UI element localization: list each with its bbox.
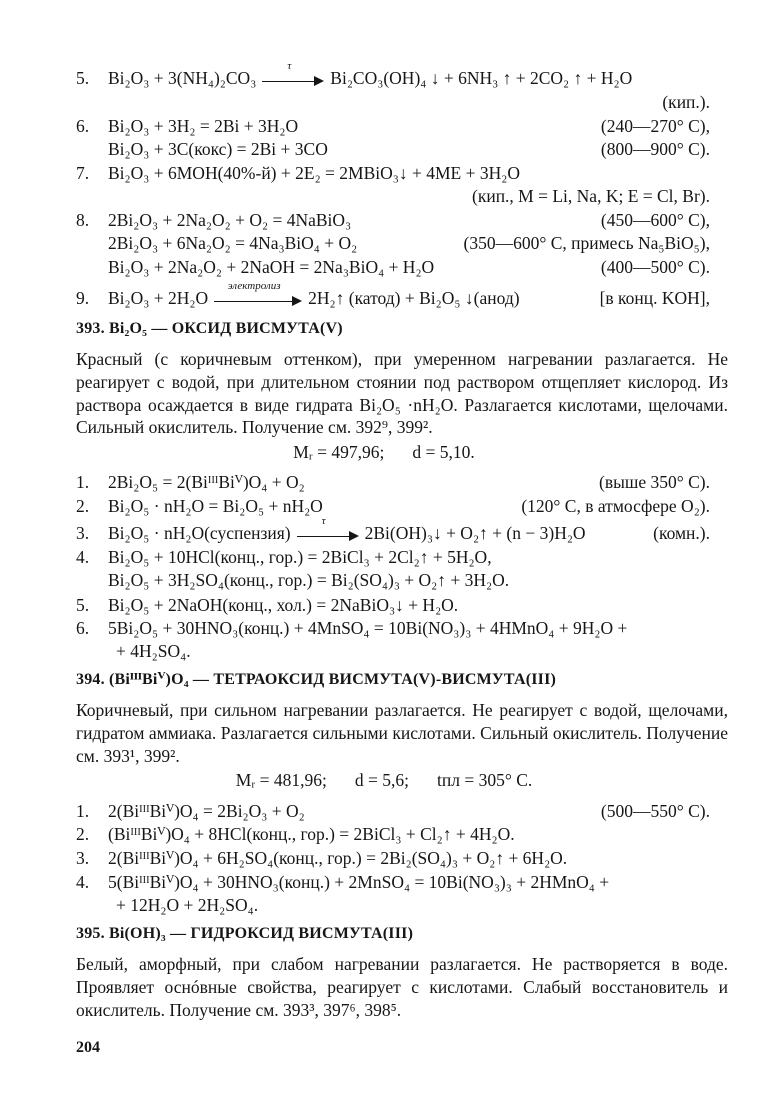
reaction-equation	[108, 59, 633, 90]
reaction-equation: Bi₂O₅ + 2NaOH(конц., хол.) = 2NaBiO₃↓ + H₂O.	[108, 595, 459, 615]
s393-reaction-3	[0, 514, 768, 545]
reaction-7-condition	[0, 184, 768, 208]
arrow-label: τ	[321, 514, 326, 527]
section-393-properties	[0, 440, 768, 464]
reaction-number: 4.	[76, 872, 90, 892]
section-394-header	[0, 668, 768, 692]
page-number: 204	[76, 1039, 100, 1056]
reaction-equation	[108, 279, 520, 310]
reaction-number: 1.	[76, 801, 90, 821]
s394-reaction-1	[0, 799, 768, 823]
reaction-5	[0, 59, 768, 90]
reaction-number: 5.	[76, 595, 90, 615]
s393-reaction-6a	[0, 616, 768, 640]
reaction-condition: (комн.).	[653, 523, 710, 543]
density: d = 5,10.	[412, 442, 475, 462]
reactants: Bi₂O₃ + 2H₂O	[108, 288, 209, 308]
section-394-description: Коричневый, при сильном нагревании разлагается. Не реагирует с водой, щелочами, гидратом аммиака. Разлагается сильными кислотами. Сильный окислитель. Получение см. 393¹, 399².	[76, 700, 728, 766]
reaction-equation: (BiᴵᴵᴵBiⱽ)O₄ + 8HCl(конц., гор.) = 2BiCl₃ + Cl₂↑ + 4H₂O.	[108, 824, 515, 844]
products: 2Bi(OH)₃↓ + O₂↑ + (n − 3)H₂O	[364, 523, 586, 543]
reactants: Bi₂O₃ + 3(NH₄)₂CO₃	[108, 68, 257, 88]
section-title: 393. Bi₂O₅ — ОКСИД ВИСМУТА(V)	[76, 320, 343, 337]
section-title: 394. (BiᴵᴵᴵBiⱽ)O₄ — ТЕТРАОКСИД ВИСМУТА(V)-ВИСМУТА(III)	[76, 671, 557, 688]
s394-reaction-4a	[0, 870, 768, 894]
reaction-equation: 5(BiᴵᴵᴵBiⱽ)O₄ + 30HNO₃(конц.) + 2MnSO₄ = 10Bi(NO₃)₃ + 2HMnO₄ +	[108, 872, 610, 892]
s394-reaction-2	[0, 822, 768, 846]
reaction-number: 3.	[76, 848, 90, 868]
reaction-condition: (500—550° C).	[600, 801, 710, 821]
section-393-description: Красный (с коричневым оттенком), при умеренном нагревании разлагается. Не реагирует с водой, при длительном стоянии под раствором отщепляет кислород. Из раствора осаждается в виде гидрата Bi₂O₅ ·nH₂O. Разлагается кислотами, щелочами. Сильный окислитель. Получение см. 392⁹, 399².	[76, 349, 728, 438]
reaction-number: 5.	[76, 68, 90, 88]
arrow-label: τ	[287, 59, 292, 72]
reaction-number: 2.	[76, 824, 90, 844]
reaction-equation: Bi₂O₃ + 3H₂ = 2Bi + 3H₂O	[108, 116, 299, 136]
reaction-number: 4.	[76, 547, 90, 567]
reaction-equation: 2(BiᴵᴵᴵBiⱽ)O₄ + 6H₂SO₄(конц., гор.) = 2Bi₂(SO₄)₃ + O₂↑ + 6H₂O.	[108, 848, 568, 868]
reaction-condition: (350—600° C, примесь Na₅BiO₅),	[463, 233, 710, 253]
reaction-number: 9.	[76, 288, 90, 308]
reaction-number: 7.	[76, 163, 90, 183]
reaction-5-condition	[0, 90, 768, 114]
section-395-header	[0, 922, 768, 946]
reaction-condition: (240—270° C),	[600, 116, 710, 136]
electrolysis-arrow	[214, 279, 302, 310]
reaction-8c	[0, 255, 768, 279]
density: d = 5,6;	[354, 770, 410, 790]
reaction-equation: Bi₂O₃ + 3C(кокс) = 2Bi + 3CO	[108, 139, 328, 159]
s394-reaction-4b	[0, 893, 768, 917]
page-footer	[0, 1036, 768, 1060]
s393-reaction-2	[0, 494, 768, 518]
reaction-equation: Bi₂O₃ + 6MOH(40%-й) + 2E₂ = 2MBiO₃↓ + 4ME + 3H₂O	[108, 163, 520, 183]
heating-arrow	[297, 514, 359, 545]
reaction-equation: Bi₂O₃ + 2Na₂O₂ + 2NaOH = 2Na₃BiO₄ + H₂O	[108, 257, 435, 277]
reaction-number: 6.	[76, 116, 90, 136]
section-title: 395. Bi(OH)₃ — ГИДРОКСИД ВИСМУТА(III)	[76, 925, 414, 942]
reaction-condition: (кип.).	[662, 92, 710, 112]
products: Bi₂CO₃(OH)₄ ↓ + 6NH₃ ↑ + 2CO₂ ↑ + H₂O	[330, 68, 633, 88]
reaction-7	[0, 161, 768, 185]
reaction-equation: 2Bi₂O₃ + 2Na₂O₂ + O₂ = 4NaBiO₃	[108, 210, 352, 230]
reaction-equation: Bi₂O₅ + 3H₂SO₄(конц., гор.) = Bi₂(SO₄)₃ + O₂↑ + 3H₂O.	[108, 570, 510, 590]
s393-reaction-5	[0, 593, 768, 617]
molar-mass: Mᵣ = 481,96;	[235, 770, 327, 790]
reaction-equation: 2Bi₂O₅ = 2(BiᴵᴵᴵBiⱽ)O₄ + O₂	[108, 472, 305, 492]
reaction-8b	[0, 231, 768, 255]
reaction-equation: Bi₂O₅ + 10HCl(конц., гор.) = 2BiCl₃ + 2Cl₂↑ + 5H₂O,	[108, 547, 492, 567]
arrow-label: электролиз	[227, 279, 281, 292]
reaction-number: 3.	[76, 523, 90, 543]
section-394-properties	[0, 768, 768, 792]
reaction-9	[0, 279, 768, 310]
reaction-condition: (кип., M = Li, Na, K; E = Cl, Br).	[472, 186, 710, 206]
heating-arrow	[262, 59, 324, 90]
reaction-6a	[0, 114, 768, 138]
reaction-condition: (450—600° C),	[600, 210, 710, 230]
products: 2H₂↑ (катод) + Bi₂O₅ ↓(анод)	[308, 288, 520, 308]
reaction-number: 8.	[76, 210, 90, 230]
s393-reaction-6b	[0, 639, 768, 663]
s394-reaction-3	[0, 846, 768, 870]
reaction-equation: 2(BiᴵᴵᴵBiⱽ)O₄ = 2Bi₂O₃ + O₂	[108, 801, 305, 821]
reaction-condition: (выше 350° C).	[599, 472, 710, 492]
melting-point: tпл = 305° C.	[437, 770, 533, 790]
reaction-condition: (800—900° C).	[600, 139, 710, 159]
s393-reaction-4a	[0, 545, 768, 569]
s393-reaction-4b	[0, 568, 768, 592]
section-395-description: Белый, аморфный, при слабом нагревании разлагается. Не растворяется в воде. Проявляет оснóвные свойства, реагирует с кислотами. Слабый восстановитель и окислитель. Получение см. 393³, 397⁶, 398⁵.	[76, 954, 728, 1020]
reaction-number: 1.	[76, 472, 90, 492]
s393-reaction-1	[0, 470, 768, 494]
reaction-condition: (120° C, в атмосфере O₂).	[521, 496, 710, 516]
reaction-equation: + 4H₂SO₄.	[116, 641, 191, 661]
reaction-equation: 2Bi₂O₃ + 6Na₂O₂ = 4Na₃BiO₄ + O₂	[108, 233, 358, 253]
reaction-equation	[108, 514, 586, 545]
reaction-number: 6.	[76, 618, 90, 638]
section-393-header	[0, 317, 768, 341]
molar-mass: Mᵣ = 497,96;	[293, 442, 385, 462]
reaction-condition: [в конц. KOH],	[599, 288, 710, 308]
reaction-equation: 5Bi₂O₅ + 30HNO₃(конц.) + 4MnSO₄ = 10Bi(NO₃)₃ + 4HMnO₄ + 9H₂O +	[108, 618, 628, 638]
reaction-equation: + 12H₂O + 2H₂SO₄.	[116, 895, 259, 915]
reaction-number: 2.	[76, 496, 90, 516]
reaction-8a	[0, 208, 768, 232]
reaction-condition: (400—500° C).	[600, 257, 710, 277]
reactants: Bi₂O₅ · nH₂O(суспензия)	[108, 523, 291, 543]
reaction-6b	[0, 137, 768, 161]
reaction-equation: Bi₂O₅ · nH₂O = Bi₂O₅ + nH₂O	[108, 496, 323, 516]
